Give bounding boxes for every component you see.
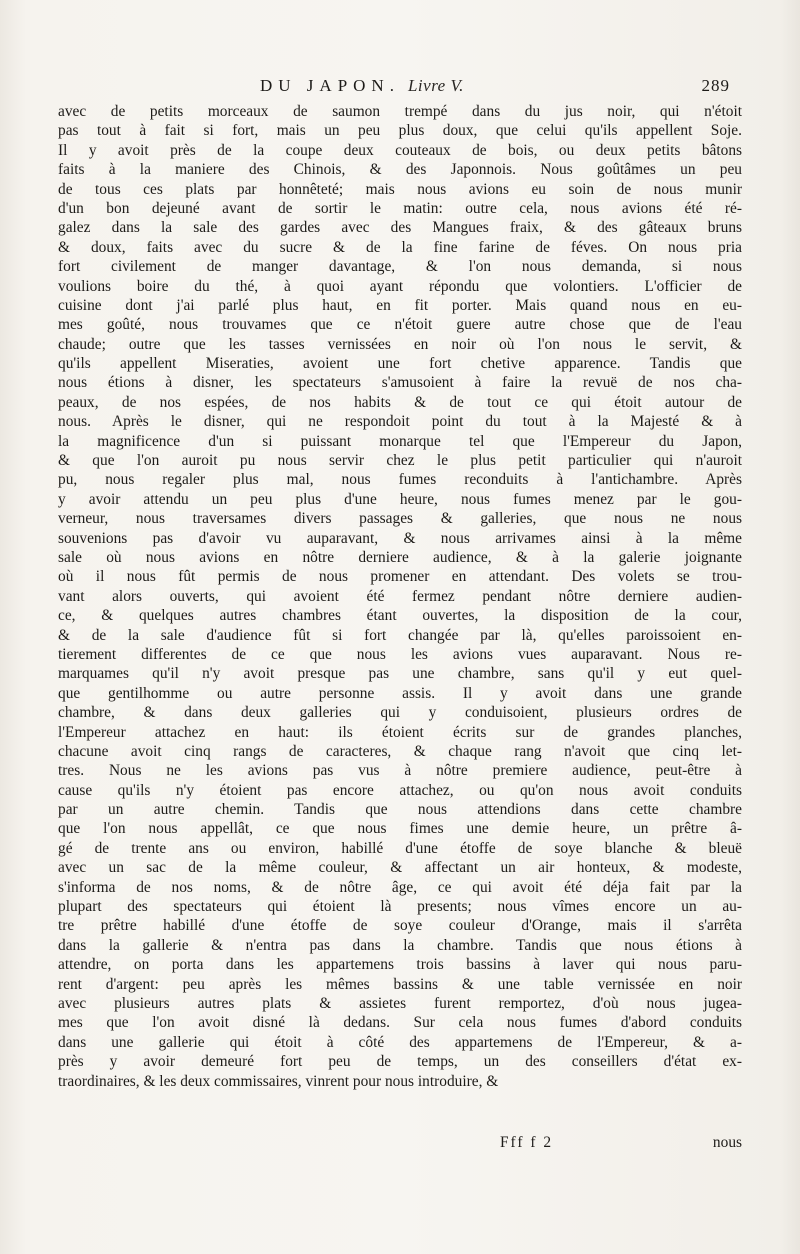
page-number: 289 <box>701 76 730 95</box>
text-line: plupart des spectateurs qui étoient là presents; nous vîmes encore un au- <box>58 898 742 916</box>
text-line: avec de petits morceaux de saumon trempé dans du jus noir, qui n'étoit <box>58 103 742 120</box>
text-line: cuisine dont j'ai parlé plus haut, en fit porter. Mais quand nous en eu- <box>58 296 742 314</box>
text-body <box>58 102 742 1091</box>
book-label: Livre V. <box>407 76 464 95</box>
running-title-text: DU JAPON. <box>260 76 400 95</box>
text-line: que l'on nous appellât, ce que nous fimes une demie heure, un prêtre â- <box>58 820 742 838</box>
text-line: dans une gallerie qui étoit à côté des appartemens de l'Empereur, & a- <box>58 1033 742 1051</box>
text-line: tre prêtre habillé d'une étoffe de soye couleur d'Orange, mais il s'arrêta <box>58 917 742 935</box>
page-header <box>70 76 730 104</box>
text-line: chacune avoit cinq rangs de caracteres, & chaque rang n'avoit que cinq let- <box>58 742 742 760</box>
text-line: nous étions à disner, les spectateurs s'amusoient à faire la revuë de nos cha- <box>58 374 742 392</box>
text-line: gé de trente ans ou environ, habillé d'une étoffe de soye blanche & bleuë <box>58 839 742 857</box>
text-line: avec plusieurs autres plats & assietes furent remportez, d'où nous jugea- <box>58 994 742 1012</box>
text-line: mes goûté, nous trouvames que ce n'étoit guere autre chose que de l'eau <box>58 316 742 334</box>
text-line: par un autre chemin. Tandis que nous attendions dans cette chambre <box>58 801 742 819</box>
text-line: pas tout à fait si fort, mais un peu plus doux, que celui qu'ils appellent Soje. <box>58 122 742 140</box>
text-line: sale où nous avions en nôtre derniere audience, & à la galerie joignante <box>58 548 742 566</box>
text-line: y avoir attendu un peu plus d'une heure, nous fumes menez par le gou- <box>58 490 742 508</box>
text-line: voulions boire du thé, à quoi ayant répondu que volontiers. L'officier de <box>58 277 742 295</box>
text-line: vant alors ouverts, qui avoient été fermez pendant nôtre derniere audien- <box>58 587 742 605</box>
text-line: mes que l'on avoit disné là dedans. Sur cela nous fumes d'abord conduits <box>58 1014 742 1032</box>
text-line: que gentilhomme ou autre personne assis. Il y avoit dans une grande <box>58 684 742 702</box>
text-line: souvenions pas d'avoir vu auparavant, & nous arrivames ainsi à la même <box>58 529 742 547</box>
text-line: où il nous fût permis de nous promener en attendant. Des volets se trou- <box>58 568 742 586</box>
text-line: traordinaires, & les deux commissaires, vinrent pour nous introduire, & <box>58 1072 499 1090</box>
text-line: avec un sac de la même couleur, & affectant un air honteux, & modeste, <box>58 859 742 877</box>
text-line: galez dans la sale des gardes avec des Mangues fraix, & des gâteaux bruns <box>58 219 742 237</box>
signature-mark: Fff f 2 <box>500 1134 554 1151</box>
text-line: de tous ces plats par honnêteté; mais nous avions eu soin de nous munir <box>58 180 742 198</box>
text-line: faits à la maniere des Chinois, & des Japonnois. Nous goûtâmes un peu <box>58 161 742 179</box>
text-line: & doux, faits avec du sucre & de la fine farine de féves. On nous pria <box>58 238 742 256</box>
text-line: verneur, nous traversames divers passages & galleries, que nous ne nous <box>58 510 742 528</box>
text-line: dans la gallerie & n'entra pas dans la chambre. Tandis que nous étions à <box>58 936 742 954</box>
text-line: l'Empereur attachez en haut: ils étoient écrits sur de grandes planches, <box>58 723 742 741</box>
text-line: tierement differentes de ce que nous les avions vues auparavant. Nous re- <box>58 645 742 663</box>
text-line: rent d'argent: peu après les mêmes bassins & une table vernissée en noir <box>58 975 742 993</box>
text-line: attendre, on porta dans les appartemens trois bassins à laver qui nous paru- <box>58 956 742 974</box>
text-line: d'un bon dejeuné avant de sortir le matin: outre cela, nous avions été ré- <box>58 199 742 217</box>
text-line: fort civilement de manger davantage, & l'on nous demanda, si nous <box>58 258 742 276</box>
text-line: peaux, de nos espées, de nos habits & de tout ce qui étoit autour de <box>58 393 742 411</box>
text-line: & de la sale d'audience fût si fort changée par là, qu'elles paroissoient en- <box>58 626 742 644</box>
text-line: s'informa de nos noms, & de nôtre âge, ce qui avoit été déja fait par la <box>58 878 742 896</box>
text-line: tres. Nous ne les avions pas vus à nôtre premiere audience, peut-être à <box>58 762 742 780</box>
text-line: chambre, & dans deux galleries qui y conduisoient, plusieurs ordres de <box>58 704 742 722</box>
text-line: nous. Après le disner, qui ne respondoit point du tout à la Majesté & à <box>58 413 742 431</box>
text-line: & que l'on auroit pu nous servir chez le plus petit particulier qui n'auroit <box>58 452 742 470</box>
text-line: ce, & quelques autres chambres étant ouvertes, la disposition de la cour, <box>58 607 742 625</box>
text-line: près y avoir demeuré fort peu de temps, un des conseillers d'état ex- <box>58 1053 742 1071</box>
text-line: pu, nous regaler plus mal, nous fumes reconduits à l'antichambre. Après <box>58 471 742 489</box>
catchword: nous <box>712 1134 742 1151</box>
text-line: qu'ils appellent Miseraties, avoient une fort chetive apparence. Tandis que <box>58 355 742 373</box>
text-line: Il y avoit près de la coupe deux couteaux de bois, ou deux petits bâtons <box>58 141 742 159</box>
text-line: la magnificence d'un si puissant monarque tel que l'Empereur du Japon, <box>58 432 742 450</box>
text-line: chaude; outre que les tasses vernissées en noir où l'on nous le servit, & <box>58 335 742 353</box>
text-line: marquames qu'il n'y avoit presque pas une chambre, sans qu'il y eut quel- <box>58 665 742 683</box>
running-title <box>260 76 464 96</box>
text-line: cause qu'ils n'y étoient pas encore attachez, ou qu'on nous avoit conduits <box>58 781 742 799</box>
